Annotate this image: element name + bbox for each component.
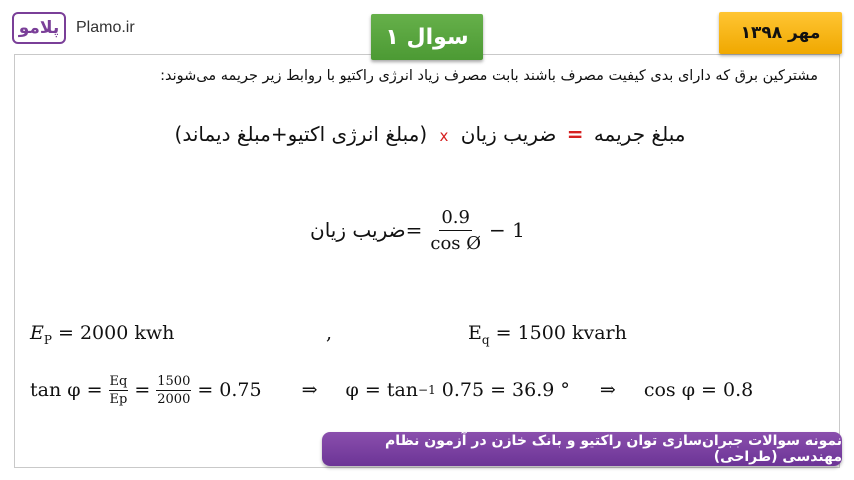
footer-text: نمونه سوالات جبران‌سازی توان راکتیو و بانک خازن در آزمون نظام مهندسی (طراحی) (385, 433, 842, 465)
loss-coefficient-lhs: ضریب زیان (310, 218, 406, 242)
ep-given (30, 322, 174, 347)
question-title-badge (371, 14, 483, 60)
phi-superscript: −1 (418, 383, 436, 397)
footer-banner (322, 432, 842, 466)
loss-coefficient-equals: = (405, 218, 423, 242)
eq-label: E (468, 322, 482, 344)
penalty-formula-rhs: (مبلغ انرژی اکتیو+مبلغ دیماند) (174, 122, 428, 146)
tan-calculation-row (30, 366, 753, 414)
logo-text: پلامو (18, 18, 60, 38)
given-separator: , (326, 322, 333, 344)
tan-label: tan φ = (30, 379, 103, 401)
date-badge (719, 12, 842, 54)
ep-subscript: P (43, 332, 52, 347)
cos-result: cos φ = 0.8 (643, 379, 754, 401)
question-title: سوال ۱ (385, 24, 469, 50)
loss-coefficient-tail: − 1 (489, 218, 525, 242)
loss-coefficient-fraction (430, 207, 481, 254)
ratio-denominator: Ep (109, 391, 128, 407)
intro-text: مشترکین برق که دارای بدی کیفیت مصرف باشند بابت مصرف زیاد انرژی راکتیو با روابط زیر جریمه می‌شوند: (160, 68, 818, 84)
site-url[interactable]: Plamo.ir (76, 19, 135, 36)
value-denominator: 2000 (157, 391, 191, 407)
ratio-fraction (109, 374, 129, 407)
ratio-numerator: Eq (109, 373, 128, 389)
plamo-logo[interactable] (12, 12, 66, 44)
ratio-equals: = (134, 379, 151, 401)
implies-arrow-1: ⇒ (301, 379, 318, 401)
ep-value: = 2000 kwh (58, 322, 175, 344)
penalty-formula-times: x (439, 127, 449, 145)
eq-subscript: q (481, 332, 490, 347)
loss-coefficient-formula (306, 200, 525, 260)
value-numerator: 1500 (157, 373, 191, 389)
fraction-denominator: cos Ø (430, 232, 481, 254)
implies-arrow-2: ⇒ (599, 379, 616, 401)
eq-given (468, 322, 627, 347)
penalty-formula (140, 122, 720, 146)
ep-label: E (30, 322, 44, 344)
penalty-formula-equals: = (566, 122, 584, 146)
fraction-numerator: 0.9 (439, 207, 472, 231)
date-text: مهر ۱۳۹۸ (740, 23, 821, 43)
penalty-formula-lhs: مبلغ جریمه (593, 122, 686, 146)
eq-value: = 1500 kvarh (495, 322, 627, 344)
phi-value: 0.75 = 36.9 ° (441, 379, 570, 401)
value-fraction (156, 374, 191, 407)
tan-result: = 0.75 (197, 379, 262, 401)
penalty-formula-coef: ضریب زیان (460, 122, 557, 146)
phi-label: φ = tan (345, 379, 419, 401)
